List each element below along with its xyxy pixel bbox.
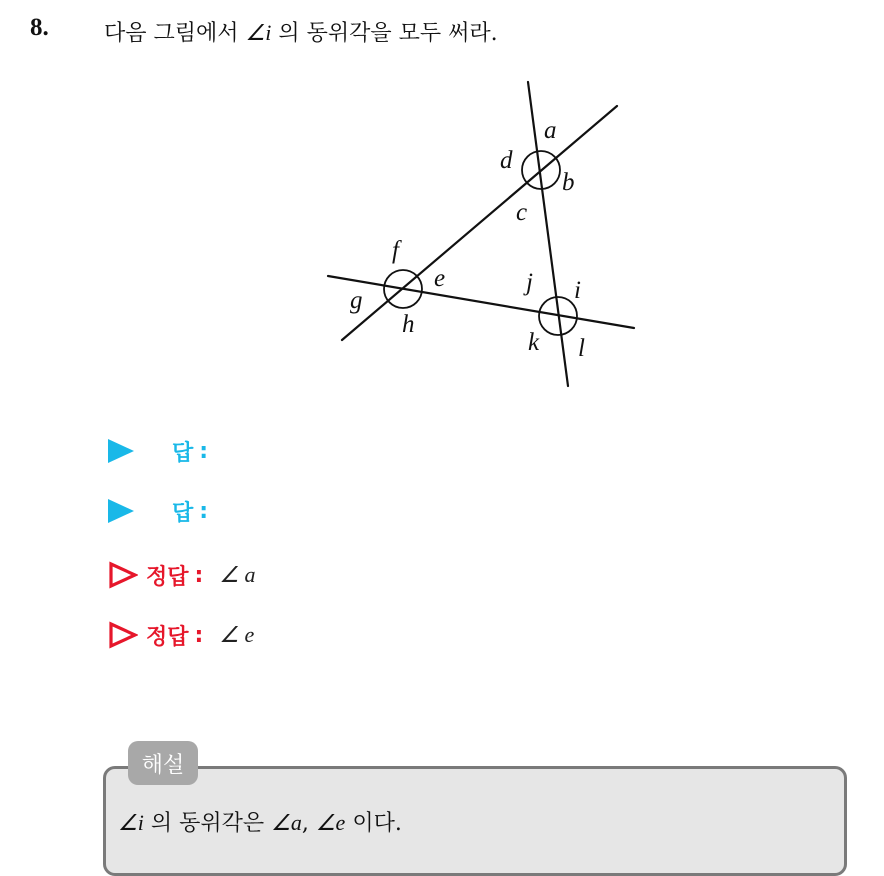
explanation-end: 이다. xyxy=(345,811,402,836)
angle-label-j: j xyxy=(526,269,533,296)
explanation-answer-a: ∠a xyxy=(271,810,302,835)
explanation-mid: 의 동위각은 xyxy=(143,811,272,836)
correct-answer-label: 정답 xyxy=(146,564,189,590)
answer-marker-icon xyxy=(108,499,134,523)
answer-marker-icon xyxy=(108,439,134,463)
line-3 xyxy=(328,276,634,328)
correct-answer-colon: : xyxy=(194,622,204,648)
explanation-text xyxy=(118,806,402,837)
angle-label-b: b xyxy=(562,169,575,196)
explanation-separator: , xyxy=(301,811,316,836)
angle-label-g: g xyxy=(350,287,363,314)
angle-label-i: i xyxy=(574,277,581,304)
angle-variable: i xyxy=(265,20,272,45)
question-text-before: 다음 그림에서 xyxy=(104,21,246,46)
angle-label-d: d xyxy=(500,147,513,174)
answer-label: 답 xyxy=(172,440,194,466)
question-text xyxy=(104,16,498,47)
correct-answer-row-1 xyxy=(108,558,256,592)
answer-colon: : xyxy=(199,498,209,524)
correct-answer-value: ∠ e xyxy=(219,622,255,647)
explanation-angle: ∠i xyxy=(118,810,144,835)
angle-label-l: l xyxy=(578,335,585,362)
angle-label-h: h xyxy=(402,311,415,338)
explanation-badge: 해설 xyxy=(128,741,198,785)
answer-colon: : xyxy=(199,438,209,464)
explanation-answer-e: ∠e xyxy=(315,810,346,835)
answer-label: 답 xyxy=(172,500,194,526)
angle-label-c: c xyxy=(516,199,528,226)
correct-answer-colon: : xyxy=(194,562,204,588)
answer-row-2[interactable] xyxy=(108,494,208,528)
angle-label-k: k xyxy=(528,329,540,356)
answer-row-1[interactable] xyxy=(108,434,208,468)
question-number: 8. xyxy=(30,14,49,41)
angle-label-e: e xyxy=(434,265,446,292)
correct-answer-label: 정답 xyxy=(146,624,189,650)
question-text-after: 의 동위각을 모두 써라. xyxy=(271,21,498,46)
angle-label-f: f xyxy=(392,237,399,264)
correct-answer-value: ∠ a xyxy=(219,562,256,587)
angle-symbol: ∠ xyxy=(245,20,266,45)
angle-label-a: a xyxy=(544,117,557,144)
correct-marker-icon xyxy=(108,621,138,649)
line-2 xyxy=(342,106,617,340)
angle-figure xyxy=(320,80,650,392)
correct-marker-icon xyxy=(108,561,138,589)
correct-answer-row-2 xyxy=(108,618,254,652)
